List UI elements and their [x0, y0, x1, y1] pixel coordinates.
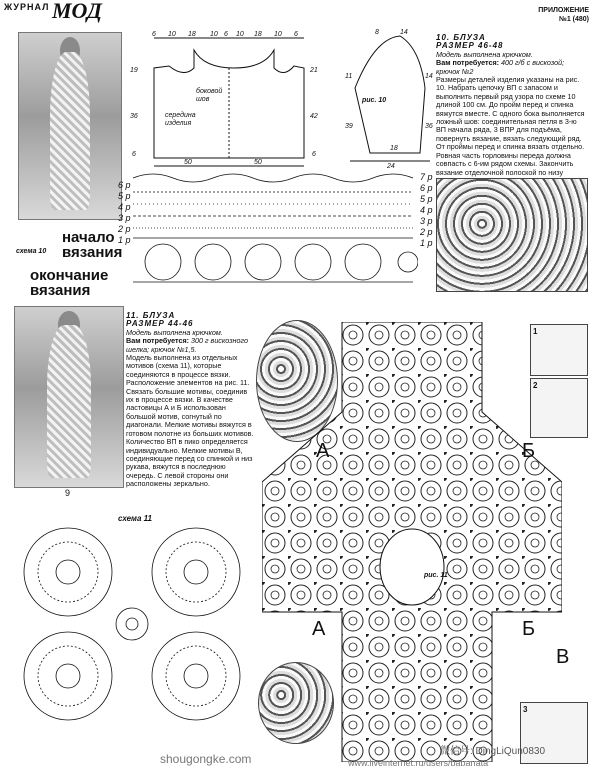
scheme10-rows-right: [420, 172, 433, 249]
article10-need-text: 400 г/б с вискозой; крючок №2: [436, 58, 565, 76]
letter-v: В: [556, 646, 570, 668]
issue-info: [538, 6, 589, 24]
supplement-label: ПРИЛОЖЕНИЕ: [538, 7, 589, 14]
step-number: 3: [523, 705, 528, 714]
issue-number: №1 (480): [559, 16, 589, 23]
row-label: 4 р: [118, 202, 131, 212]
letter-a-bottom: А: [312, 618, 326, 640]
fig10-caption: рис. 10: [362, 97, 387, 104]
row-label: 2 р: [420, 227, 433, 237]
side-seam-label: боковой шов: [196, 88, 223, 103]
dim-top-1: 6: [152, 31, 156, 38]
sleeve-dim-top-1: 8: [375, 29, 379, 36]
dim-left-1: 19: [130, 67, 138, 74]
model-photo-11: [14, 306, 124, 488]
scheme10-diagram: [128, 170, 418, 290]
row-label: 7 р: [420, 172, 433, 182]
fig11-caption: рис. 11: [424, 572, 448, 579]
scheme11-number: 9: [65, 488, 71, 498]
sleeve-dim-top-2: 14: [400, 29, 408, 36]
scheme11-caption: схема 11: [118, 514, 152, 523]
step-box-2: [530, 378, 588, 438]
row-label: 6 р: [420, 183, 433, 193]
end-knitting-label: окончание вязания: [30, 267, 109, 299]
article11-need-label: Вам потребуется:: [126, 336, 190, 346]
dim-top-8: 10: [274, 31, 282, 38]
dim-top-3: 18: [188, 31, 196, 38]
row-label: 5 р: [420, 194, 433, 204]
sleeve-dim-left-1: 11: [345, 73, 353, 80]
article11-body: Модель выполнена из отдельных мотивов (схема 11), которые соединяются в процессе вязки. Расположение элементов на рис. 11. Связать большие мотивы, соединив их в процессе вязки. В качестве ластовицы А и Б использован большой мотив, согнутый по диагонали. Мелкие мотивы вяжутся в готовом полотне из больших мотивов. Количество ВП в пико определяется индивидуально. Мелкие мотивы В, соединяющие перед со спинкой и низ рукава, вяжутся в последнюю очередь. С левой стороны они расположены зеркально.: [126, 353, 254, 489]
sleeve-dim-bottom-small: 18: [390, 145, 398, 152]
row-label: 3 р: [118, 213, 131, 223]
step-number: 1: [533, 327, 538, 336]
dim-right-2: 42: [310, 113, 318, 120]
row-label: 6 р: [118, 180, 131, 190]
lace-closeup-10: [436, 178, 588, 292]
dim-top-4: 10: [210, 31, 218, 38]
article10-body: Размеры деталей изделия указаны на рис. 10. Набрать цепочку ВП с запасом и выполнить первый ряд узора по схеме 10 длиной 100 см. До пройм перед и спинка вяжутся вместе. С одного бока выполняется ложный шов: соединительная петля в 3-ю ВП начала ряда, 3 ВПР для подъёма, повернуть вязание, вязать следующий ряд. От проймы перед и спинка вязать отдельно. Ровная часть горловины переда должна совпасть с 6-им рядом схемы. Закончить вязание отделочной полоской по низу: [436, 75, 585, 177]
dim-top-6: 10: [236, 31, 244, 38]
start-knitting-label: начало вязания: [62, 229, 123, 261]
row-label: 3 р: [420, 216, 433, 226]
letter-a-top: А: [316, 440, 330, 462]
watermark-left: shougongke.com: [160, 752, 252, 766]
article11-subtitle: Модель выполнена крючком.: [126, 327, 223, 337]
row-label: 1 р: [118, 235, 131, 245]
scheme11-diagram: [10, 524, 256, 724]
row-label: 2 р: [118, 224, 131, 234]
middle-label: середина изделия: [165, 112, 196, 127]
magazine-small-title: ЖУРНАЛ: [4, 2, 50, 12]
article11-size: РАЗМЕР 44-46: [126, 319, 194, 329]
letter-b-top: Б: [522, 440, 536, 462]
sleeve-dim-right-1: 14: [425, 73, 433, 80]
row-label: 1 р: [420, 238, 433, 248]
sleeve-pattern-diagram: [345, 28, 435, 168]
dim-bottom-2: 50: [254, 159, 262, 166]
step-box-1: [530, 324, 588, 376]
article10-need-label: Вам потребуется:: [436, 58, 500, 68]
article10-size: РАЗМЕР 46-48: [436, 41, 504, 51]
model-photo-10: [18, 32, 122, 220]
sleeve-dim-left-2: 39: [345, 123, 353, 130]
dim-top-9: 6: [294, 31, 298, 38]
article11-title: 11. БЛУЗА: [126, 311, 176, 320]
dim-top-7: 18: [254, 31, 262, 38]
article11-need-text: 300 г вискозного шелка; крючок №1,5.: [126, 336, 248, 354]
sleeve-dim-right-2: 36: [425, 123, 433, 130]
dim-left-2: 36: [130, 113, 138, 120]
dim-top-2: 10: [168, 31, 176, 38]
dim-right-1: 21: [310, 67, 318, 74]
scheme10-caption: схема 10: [16, 248, 47, 255]
watermark-wechat: 微信号: DingLiQun0830: [440, 746, 546, 757]
small-motif-photo: [258, 662, 334, 744]
sleeve-dim-bottom: 24: [387, 163, 395, 168]
step-number: 2: [533, 381, 538, 390]
article10-title: 10. БЛУЗА: [436, 33, 486, 42]
magazine-logo: МОД: [52, 0, 102, 23]
dim-right-3: 6: [312, 151, 316, 158]
article10-subtitle: Модель выполнена крючком.: [436, 49, 533, 59]
watermark-right: www.liveinternet.ru/users/babanata: [348, 758, 489, 768]
letter-b-bottom: Б: [522, 618, 536, 640]
row-label: 4 р: [420, 205, 433, 215]
dim-left-3: 6: [132, 151, 136, 158]
article-11: [126, 312, 256, 489]
row-label: 5 р: [118, 191, 131, 201]
dim-bottom-1: 50: [184, 159, 192, 166]
dim-top-5: 6: [224, 31, 228, 38]
